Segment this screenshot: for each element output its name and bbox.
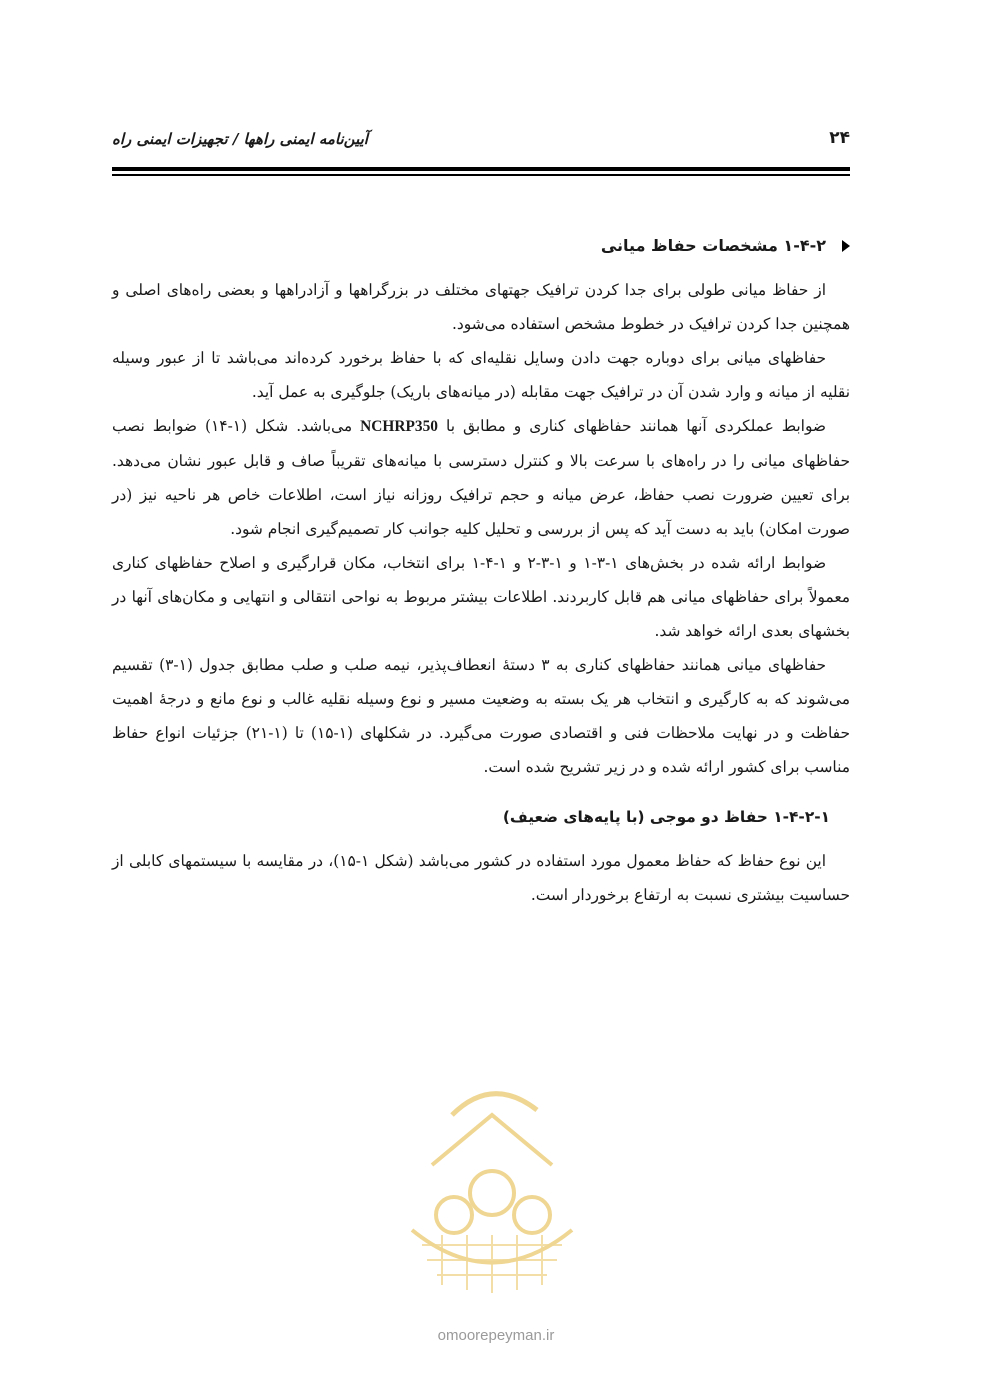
paragraph-3 xyxy=(112,409,850,546)
section-heading xyxy=(112,236,850,255)
section-heading-text: ۱-۴-۲ مشخصات حفاظ میانی xyxy=(600,236,826,255)
paragraph-1: از حفاظ میانی طولی برای جدا کردن ترافیک جهتهای مختلف در بزرگراهها و آزادراهها و بعضی راه‌های اصلی و همچنین جدا کردن ترافیک در خطوط مشخص استفاده می‌شود. xyxy=(112,281,850,333)
standard-name: NCHRP350 xyxy=(360,418,438,435)
header-rule-thin xyxy=(112,174,850,176)
paragraph-5: حفاظهای میانی همانند حفاظهای کناری به ۳ دستهٔ انعطاف‌پذیر، نیمه صلب و صلب مطابق جدول (۱-۳) تقسیم می‌شوند که به کارگیری و انتخاب هر یک بسته به وضعیت مسیر و نوع وسیله نقلیه غالب و نوع مانع و درجهٔ اهمیت حفاظت و در نهایت ملاحظات فنی و اقتصادی صورت می‌گیرد. در شکلهای (۱-۱۵) تا (۱-۲۱) جزئیات انواع حفاظ مناسب برای کشور ارائه شده و در زیر تشریح شده است. xyxy=(112,656,850,776)
book-title: آیین‌نامه ایمنی راهها / تجهیزات ایمنی راه xyxy=(112,130,368,148)
watermark-logo-icon xyxy=(372,1055,612,1295)
page-header xyxy=(112,128,850,158)
paragraph-4: ضوابط ارائه شده در بخش‌های ۱-۳-۱ و ۱-۳-۲ و ۱-۴-۱ برای انتخاب، مکان قرارگیری و اصلاح حفاظهای کناری معمولاً برای حفاظهای میانی هم قابل کاربردند. اطلاعات بیشتر مربوط به نواحی انتقالی و انتهایی و مکان‌های آنها در بخشهای بعدی ارائه خواهد شد. xyxy=(112,554,850,640)
paragraph-3-before: ضوابط عملکردی آنها همانند حفاظهای کناری و مطابق با xyxy=(437,417,826,435)
page-number: ۲۴ xyxy=(829,128,850,148)
paragraph-3-after: می‌باشد. شکل (۱-۱۴) ضوابط نصب حفاظهای میانی را در راه‌های با سرعت بالا و کنترل دسترسی با میانه‌های تقریباً صاف و قابل عبور نشان می‌دهد. برای تعیین ضرورت نصب حفاظ، عرض میانه و حجم ترافیک روزانه نیاز است، اطلاعات خاص هر ناحیه نیز (در صورت امکان) باید به دست آید که پس از بررسی و تحلیل کلیه جوانب کار تصمیم‌گیری انجام شود. xyxy=(112,417,850,538)
subsection-heading: ۱-۴-۲-۱ حفاظ دو موجی (با پایه‌های ضعیف) xyxy=(502,808,830,826)
bullet-triangle-icon xyxy=(842,240,850,252)
paragraph-2: حفاظهای میانی برای دوباره جهت دادن وسایل نقلیه‌ای که با حفاظ برخورد کرده‌اند می‌باشد تا از عبور وسیله نقلیه از میانه و وارد شدن آن در ترافیک جهت مقابله (در میانه‌های باریک) جلوگیری به عمل آید. xyxy=(112,349,850,401)
header-rule-thick xyxy=(112,167,850,171)
page-content xyxy=(112,236,850,912)
watermark-url: omoorepeyman.ir xyxy=(437,1327,555,1344)
subsection-paragraph: این نوع حفاظ که حفاظ معمول مورد استفاده در کشور می‌باشد (شکل ۱-۱۵)، در مقایسه با سیستمهای کابلی از حساسیت بیشتری نسبت به ارتفاع برخوردار است. xyxy=(112,852,850,904)
